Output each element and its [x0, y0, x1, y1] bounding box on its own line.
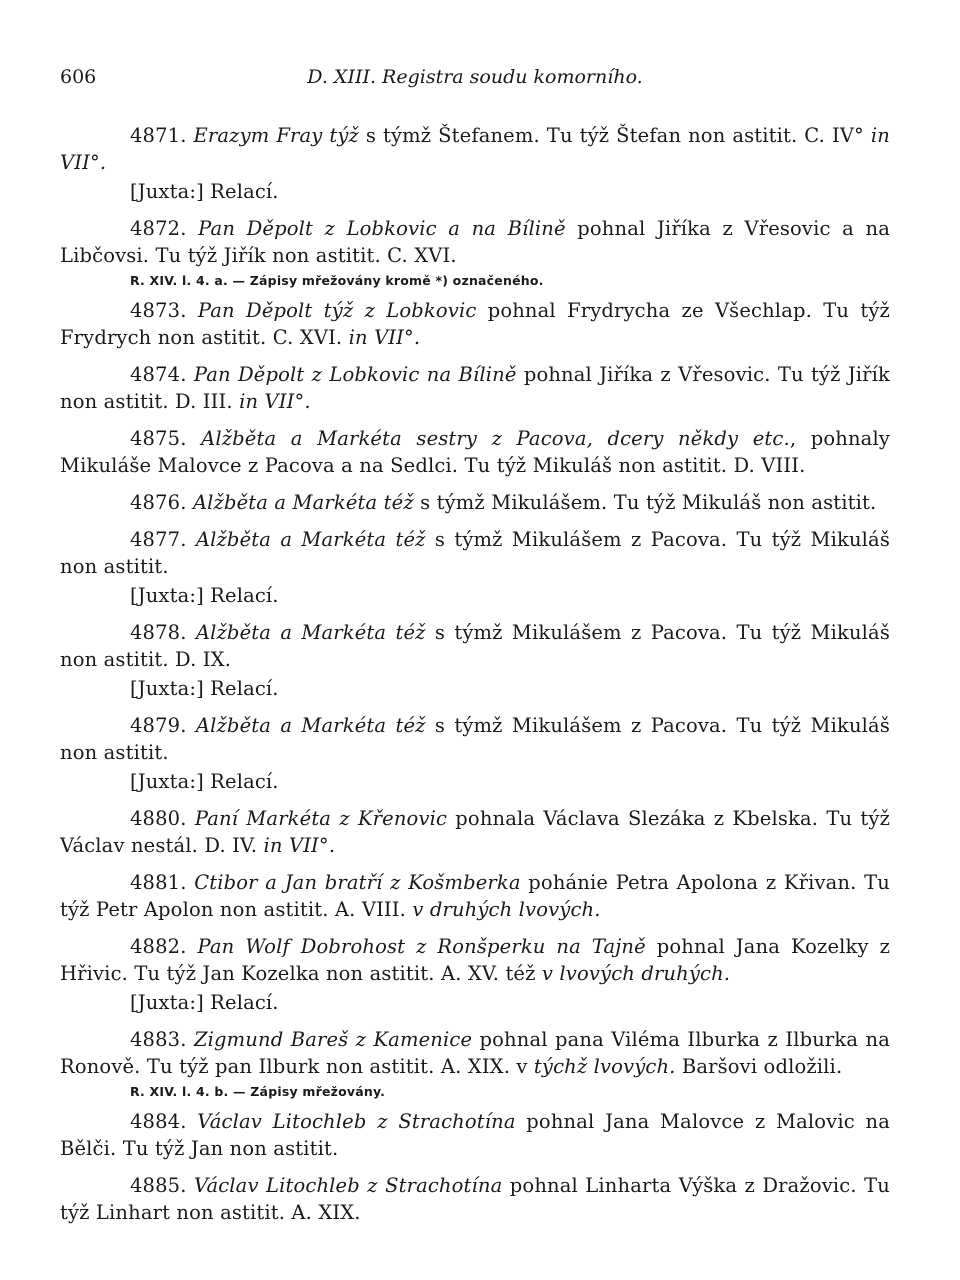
entry-parties: Paní Markéta z Křenovic [194, 807, 448, 830]
entry-text: pohnala Václava Slezáka z Kbelska. Tu týž Václav nestál. D. IV. [60, 807, 891, 857]
running-title: D. XIII. Registra soudu komorního. [307, 66, 643, 88]
entry-number: 4884. [130, 1110, 187, 1133]
entry-parties: Pan Děpolt z Lobkovic a na Bílině [198, 217, 566, 240]
entry-text: pohnal Jiříka z Vřesovic a na Libčovsi. Tu týž Jiřík non astitit. C. XVI. [60, 217, 890, 267]
entry [60, 489, 890, 516]
entry-number: 4877. [130, 528, 187, 551]
entry [60, 122, 890, 176]
entry-parties: Zigmund Bareš z Kamenice [193, 1028, 473, 1051]
juxta-line: [Juxta:] Relací. [130, 770, 279, 793]
entry-text: s týmž Štefanem. Tu týž Štefan non astitit. C. IV° [358, 124, 871, 147]
entry-note-italic: týchž lvových. [533, 1055, 676, 1078]
page-number: 606 [60, 66, 97, 88]
entry-note-italic: v lvových druhých. [541, 962, 731, 985]
juxta-line: [Juxta:] Relací. [130, 584, 279, 607]
entry-parties: Erazym Fray týž [193, 124, 359, 147]
entry-text-after: Baršovi odložili. [675, 1055, 843, 1078]
entry-number: 4876. [130, 491, 187, 514]
entry [60, 215, 890, 269]
entry [60, 1172, 890, 1226]
entry-parties: Václav Litochleb z Strachotína [197, 1110, 516, 1133]
entry-number: 4882. [130, 935, 187, 958]
entry-parties: Ctibor a Jan bratří z Košmberka [194, 871, 521, 894]
entry-text: s týmž Mikulášem z Pacova. Tu týž Mikuláš non astitit. D. IX. [60, 621, 890, 671]
entry-text: s týmž Mikulášem z Pacova. Tu týž Mikuláš non astitit. [60, 714, 890, 764]
entry-number: 4871. [130, 124, 187, 147]
entry [60, 805, 890, 859]
juxta-line: [Juxta:] Relací. [130, 677, 279, 700]
entry-number: 4878. [130, 621, 187, 644]
entry [60, 712, 890, 766]
entry [60, 869, 890, 923]
page-header [60, 66, 890, 100]
entry-parties: Pan Děpolt týž z Lobkovic [197, 299, 477, 322]
entry-note-italic: in VII°. [239, 390, 311, 413]
entry-parties: Pan Děpolt z Lobkovic na Bílině [193, 363, 517, 386]
entry-number: 4880. [130, 807, 187, 830]
entry-number: 4873. [130, 299, 187, 322]
entry-text: , pohnaly Mikuláše Malovce z Pacova a na Sedlci. Tu týž Mikuláš non astitit. D. VIII. [60, 427, 890, 477]
entry-number: 4881. [130, 871, 187, 894]
entry-parties: Alžběta a Markéta též [195, 621, 426, 644]
entry-parties: Pan Wolf Dobrohost z Ronšperku na Tajně [197, 935, 646, 958]
entry [60, 619, 890, 673]
register-note: R. XIV. l. 4. b. — Zápisy mřežovány. [130, 1084, 386, 1099]
entry-parties: Alžběta a Markéta též [192, 491, 414, 514]
entry-note-italic: in VII°. [348, 326, 421, 349]
juxta-line: [Juxta:] Relací. [130, 180, 279, 203]
entry-text: pohánie Petra Apolona z Křivan. Tu týž Petr Apolon non astitit. A. VIII. [60, 871, 890, 921]
entry-text: pohnal Frydrycha ze Všechlap. Tu týž Frydrych non astitit. C. XVI. [60, 299, 890, 349]
entries-list [60, 122, 890, 1226]
juxta-line: [Juxta:] Relací. [130, 991, 279, 1014]
entry-number: 4874. [130, 363, 187, 386]
entry-text: s týmž Mikulášem. Tu týž Mikuláš non astitit. [413, 491, 877, 514]
entry-number: 4875. [130, 427, 187, 450]
entry-parties: Alžběta a Markéta též [195, 528, 426, 551]
entry-text: pohnal Jiříka z Vřesovic. Tu týž Jiřík non astitit. D. III. [60, 363, 890, 413]
entry [60, 425, 890, 479]
entry-number: 4885. [130, 1174, 187, 1197]
entry-note-italic: in VII°. [60, 124, 890, 174]
entry-parties: Václav Litochleb z Strachotína [194, 1174, 503, 1197]
entry [60, 526, 890, 580]
entry [60, 933, 890, 987]
entry [60, 361, 890, 415]
entry-number: 4872. [130, 217, 187, 240]
entry [60, 297, 890, 351]
entry-text: pohnal Jana Kozelky z Hřivic. Tu týž Jan Kozelka non astitit. A. XV. též [60, 935, 891, 985]
entry-number: 4879. [130, 714, 187, 737]
entry [60, 1026, 890, 1080]
entry-note-italic: v druhých lvových. [412, 898, 601, 921]
entry-number: 4883. [130, 1028, 187, 1051]
entry-text: pohnal Linharta Výška z Dražovic. Tu týž Linhart non astitit. A. XIX. [60, 1174, 890, 1224]
entry-text: pohnal pana Viléma Ilburka z Ilburka na Ronově. Tu týž pan Ilburk non astitit. A. XIX. v [60, 1028, 890, 1078]
entry-text: pohnal Jana Malovce z Malovic na Bělči. Tu týž Jan non astitit. [60, 1110, 890, 1160]
entry-text: s týmž Mikulášem z Pacova. Tu týž Mikuláš non astitit. [60, 528, 890, 578]
entry-parties: Alžběta a Markéta sestry z Pacova, dcery někdy etc. [201, 427, 790, 450]
entry [60, 1108, 890, 1162]
entry-parties: Alžběta a Markéta též [195, 714, 426, 737]
register-note: R. XIV. l. 4. a. — Zápisy mřežovány kromě *) označeného. [130, 273, 544, 288]
entry-note-italic: in VII°. [263, 834, 336, 857]
